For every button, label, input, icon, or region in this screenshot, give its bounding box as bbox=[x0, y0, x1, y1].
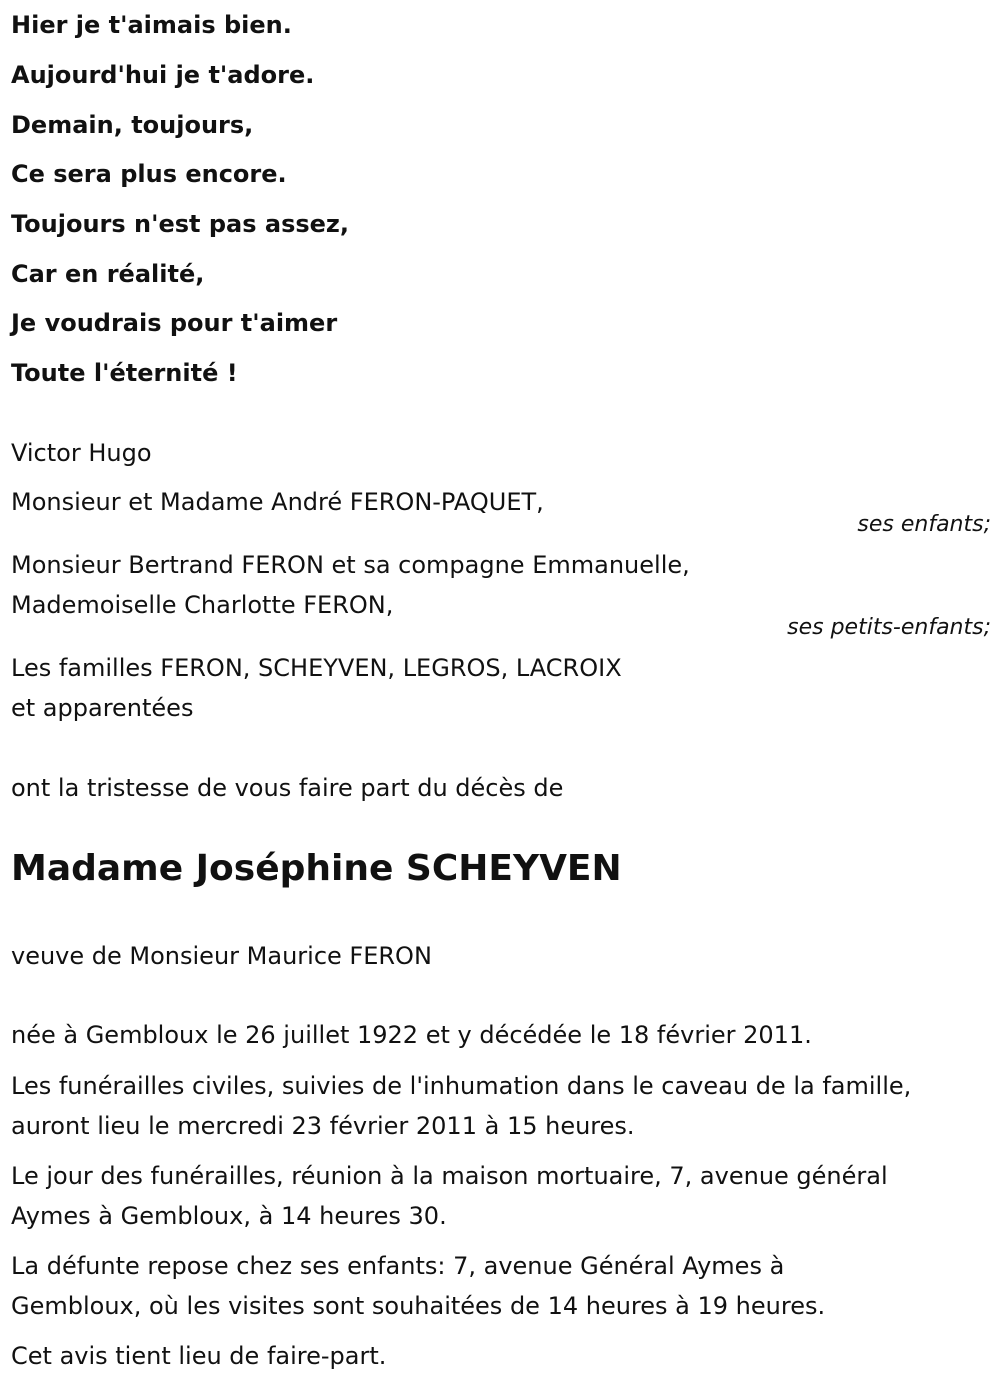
closing-note: Cet avis tient lieu de faire-part. bbox=[11, 1342, 387, 1370]
meeting-details: Le jour des funérailles, réunion à la maison mortuaire, 7, avenue général bbox=[11, 1162, 888, 1190]
poem-author: Victor Hugo bbox=[11, 439, 152, 467]
birth-death-dates: née à Gembloux le 26 juillet 1922 et y décédée le 18 février 2011. bbox=[11, 1021, 812, 1049]
widow-of: veuve de Monsieur Maurice FERON bbox=[11, 942, 432, 970]
poem-line: Ce sera plus encore. bbox=[11, 160, 287, 188]
poem-line: Aujourd'hui je t'adore. bbox=[11, 61, 315, 89]
repose-details: La défunte repose chez ses enfants: 7, avenue Général Aymes à bbox=[11, 1252, 785, 1280]
poem-line: Hier je t'aimais bien. bbox=[11, 11, 292, 39]
grandchild-name: Monsieur Bertrand FERON et sa compagne Emmanuelle, bbox=[11, 551, 690, 579]
poem-line: Car en réalité, bbox=[11, 260, 205, 288]
repose-details: Gembloux, où les visites sont souhaitées de 14 heures à 19 heures. bbox=[11, 1292, 826, 1320]
poem-line: Toute l'éternité ! bbox=[11, 359, 238, 387]
families-line: et apparentées bbox=[11, 694, 194, 722]
grandchildren-role: ses petits-enfants; bbox=[787, 615, 991, 640]
grandchild-name: Mademoiselle Charlotte FERON, bbox=[11, 591, 394, 619]
children-role: ses enfants; bbox=[857, 512, 991, 537]
deceased-name: Madame Joséphine SCHEYVEN bbox=[11, 848, 622, 889]
meeting-details: Aymes à Gembloux, à 14 heures 30. bbox=[11, 1202, 447, 1230]
announcement-intro: ont la tristesse de vous faire part du décès de bbox=[11, 774, 564, 802]
poem-line: Je voudrais pour t'aimer bbox=[11, 309, 338, 337]
poem-line: Demain, toujours, bbox=[11, 111, 254, 139]
families-line: Les familles FERON, SCHEYVEN, LEGROS, LACROIX bbox=[11, 654, 622, 682]
poem-line: Toujours n'est pas assez, bbox=[11, 210, 350, 238]
funeral-details: Les funérailles civiles, suivies de l'inhumation dans le caveau de la famille, bbox=[11, 1072, 912, 1100]
funeral-details: auront lieu le mercredi 23 février 2011 à 15 heures. bbox=[11, 1112, 635, 1140]
children-names: Monsieur et Madame André FERON-PAQUET, bbox=[11, 488, 544, 516]
